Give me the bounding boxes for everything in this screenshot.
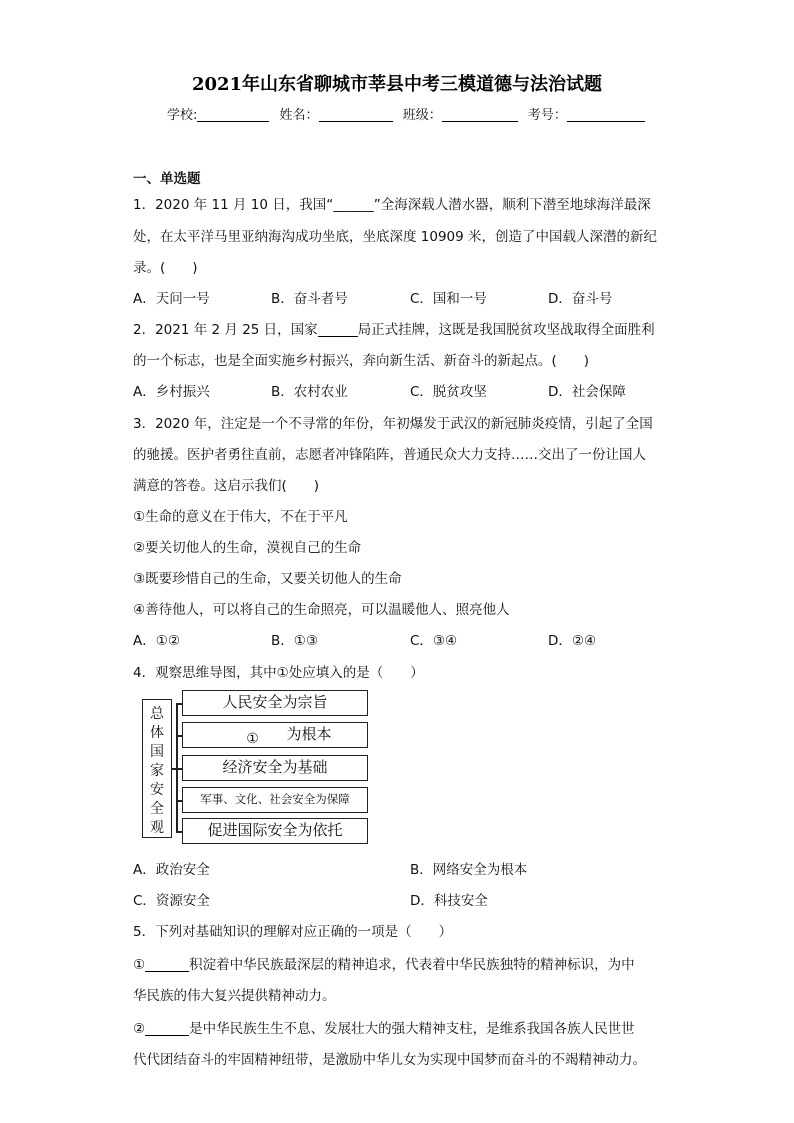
root-char: 总 xyxy=(150,706,164,722)
root-char: 体 xyxy=(150,725,164,741)
root-char: 国 xyxy=(150,744,164,760)
school-blank[interactable] xyxy=(197,107,269,122)
section-heading: 一、单选题 xyxy=(133,171,201,187)
q1-option-d[interactable]: D．奋斗号 xyxy=(548,291,613,307)
number-blank[interactable] xyxy=(567,107,645,122)
q5-item-2-text: 是中华民族生生不息、发展壮大的强大精神支柱，是维系我国各族人民世世 xyxy=(189,1021,635,1037)
q2-line-1-end: 局正式挂牌，这既是我国脱贫攻坚战取得全面胜利 xyxy=(357,322,655,338)
q3-option-a[interactable]: A．①② xyxy=(133,633,180,649)
q5-item-2-blank xyxy=(145,1021,189,1036)
q5-item-2-line-1 xyxy=(133,1017,635,1037)
q3-statement-1: ①生命的意义在于伟大，不在于平凡 xyxy=(133,509,348,525)
mind-map-root xyxy=(142,699,172,838)
q1-option-b[interactable]: B．奋斗者号 xyxy=(271,291,348,307)
q1-line-3: 录。( ) xyxy=(133,260,198,276)
blank-marker: ① xyxy=(218,731,286,748)
school-label: 学校: xyxy=(167,108,198,123)
q5-item-1-blank xyxy=(145,957,189,972)
mind-map-box-3: 经济安全为基础 xyxy=(182,755,368,781)
q4-option-d[interactable]: D．科技安全 xyxy=(410,893,488,909)
page-title: 2021年山东省聊城市莘县中考三模道德与法治试题 xyxy=(191,74,603,95)
q3-line-1: 3．2020 年，注定是一个不寻常的年份，年初爆发于武汉的新冠肺炎疫情，引起了全国 xyxy=(133,416,653,432)
q5-item-2-line-2: 代代团结奋斗的牢固精神纽带，是激励中华儿女为实现中国梦而奋斗的不竭精神动力。 xyxy=(133,1052,646,1068)
mind-map-box-4: 军事、文化、社会安全为保障 xyxy=(182,787,368,813)
q1-option-a[interactable]: A．天问一号 xyxy=(133,291,210,307)
mind-map-box-1: 人民安全为宗旨 xyxy=(182,690,368,716)
q1-line-1: 1．2020 年 11 月 10 日，我国“______”全海深载人潜水器，顺利下潜至地球海洋最深 xyxy=(133,197,651,213)
q5-item-1-mark: ① xyxy=(133,957,146,973)
q4-option-b[interactable]: B．网络安全为根本 xyxy=(410,862,528,878)
connector xyxy=(176,703,178,831)
q5-item-1-line-1 xyxy=(133,953,635,973)
root-char: 全 xyxy=(150,801,164,817)
q4-option-c[interactable]: C．资源安全 xyxy=(133,893,210,909)
q2-option-b[interactable]: B．农村农业 xyxy=(271,384,348,400)
q3-option-b[interactable]: B．①③ xyxy=(271,633,318,649)
q3-option-d[interactable]: D．②④ xyxy=(548,633,597,649)
q1-option-c[interactable]: C．国和一号 xyxy=(410,291,487,307)
q1-line-2: 处，在太平洋马里亚纳海沟成功坐底，坐底深度 10909 米，创造了中国载人深潜的新纪 xyxy=(133,229,658,245)
q2-blank xyxy=(318,322,358,337)
student-info-row xyxy=(167,104,651,123)
q3-statement-2: ②要关切他人的生命，漠视自己的生命 xyxy=(133,540,362,556)
q3-option-c[interactable]: C．③④ xyxy=(410,633,458,649)
q5-item-1-text: 积淀着中华民族最深层的精神追求，代表着中华民族独特的精神标识，为中 xyxy=(189,957,635,973)
name-label: 姓名： xyxy=(279,108,319,123)
q3-line-2: 的驰援。医护者勇往直前，志愿者冲锋陷阵，普通民众大力支持……交出了一份让国人 xyxy=(133,447,646,463)
q5-item-2-mark: ② xyxy=(133,1021,146,1037)
q2-line-1-start: 2．2021 年 2 月 25 日，国家 xyxy=(133,322,318,338)
q2-line-2: 的一个标志，也是全面实施乡村振兴，奔向新生活、新奋斗的新起点。( ) xyxy=(133,353,590,369)
class-label: 班级： xyxy=(402,108,442,123)
q5-item-1-line-2: 华民族的伟大复兴提供精神动力。 xyxy=(133,988,336,1004)
mind-map-box-5: 促进国际安全为依托 xyxy=(182,818,368,844)
q4-line-1: 4．观察思维导图，其中①处应填入的是（ ） xyxy=(133,665,424,681)
q3-statement-3: ③既要珍惜自己的生命，又要关切他人的生命 xyxy=(133,571,402,587)
q4-option-a[interactable]: A．政治安全 xyxy=(133,862,210,878)
mind-map-box-2 xyxy=(182,722,368,748)
name-blank[interactable] xyxy=(319,107,393,122)
box-2-tail: 为根本 xyxy=(286,725,332,743)
class-blank[interactable] xyxy=(442,107,518,122)
q5-line-1: 5．下列对基础知识的理解对应正确的一项是（ ） xyxy=(133,924,453,940)
q3-statement-4: ④善待他人，可以将自己的生命照亮，可以温暖他人、照亮他人 xyxy=(133,602,510,618)
root-char: 观 xyxy=(150,820,164,836)
q3-line-3: 满意的答卷。这启示我们( ) xyxy=(133,478,320,494)
number-label: 考号： xyxy=(527,108,567,123)
q2-option-c[interactable]: C．脱贫攻坚 xyxy=(410,384,487,400)
q2-option-a[interactable]: A．乡村振兴 xyxy=(133,384,210,400)
q2-option-d[interactable]: D．社会保障 xyxy=(548,384,626,400)
root-char: 安 xyxy=(150,782,164,798)
q2-line-1 xyxy=(133,318,655,338)
root-char: 家 xyxy=(150,763,164,779)
